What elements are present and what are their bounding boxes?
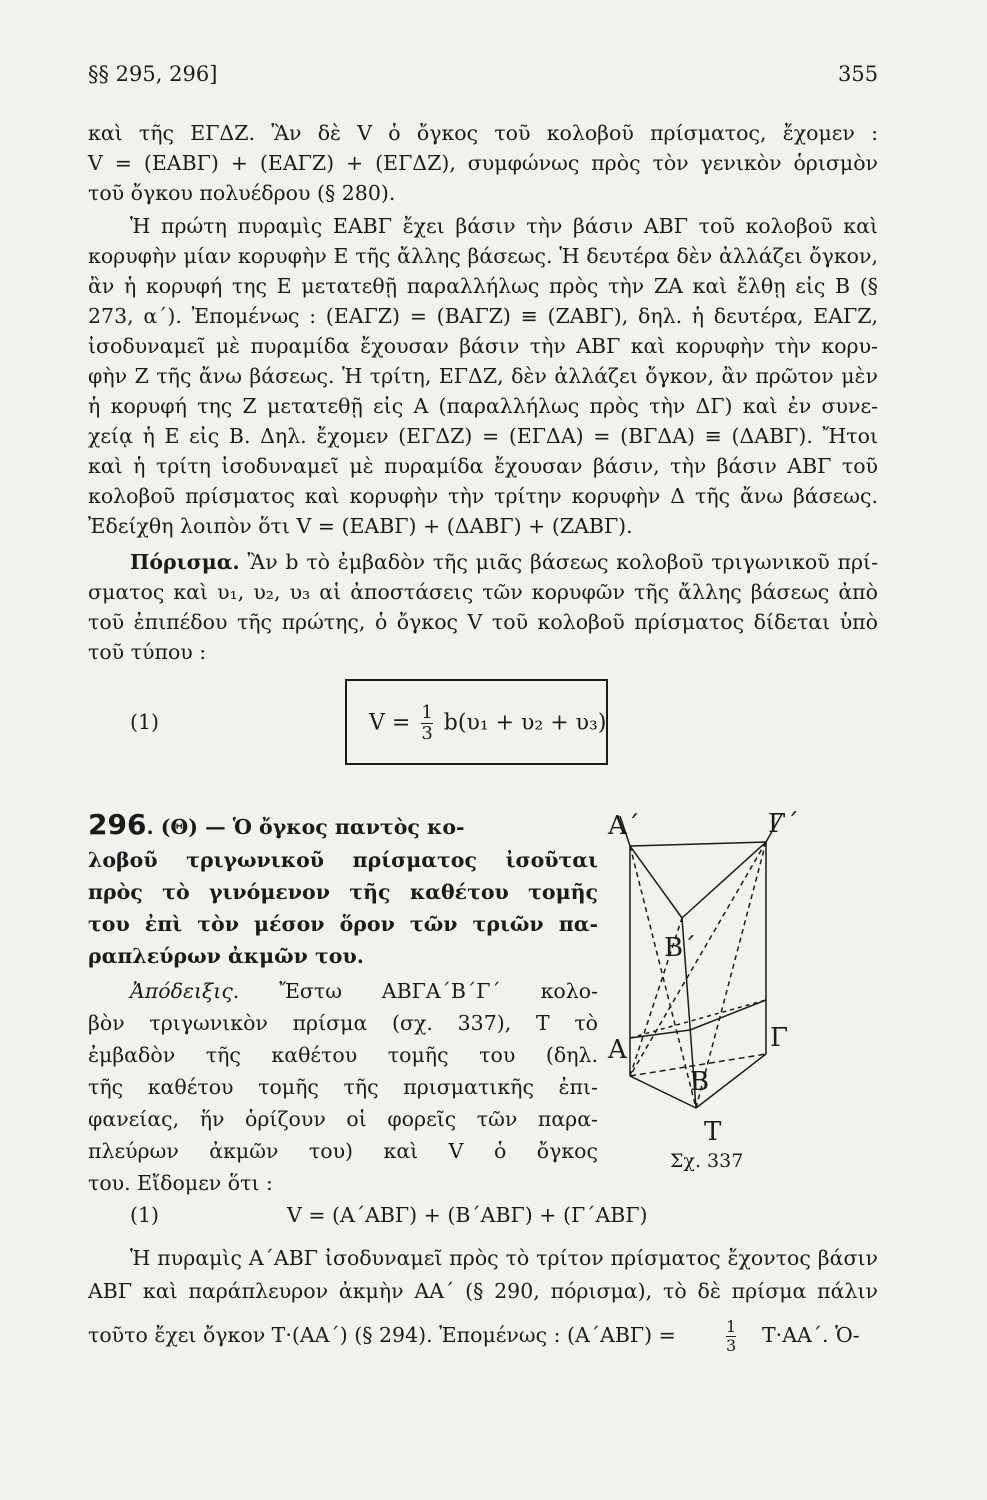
text-line: καὶ ἡ τρίτη ἰσοδυναμεῖ μὲ πυραμίδα ἔχουσαν βάσιν, τὴν βάσιν ΑΒΓ τοῦ	[88, 454, 878, 478]
fraction: $\frac{1}{3}$	[726, 1317, 737, 1355]
label-b-prime: Β΄	[664, 933, 697, 963]
text-line: καὶ τῆς ΕΓΔΖ. Ἂν δὲ V ὁ ὄγκος τοῦ κολοβοῦ πρίσματος, ἔχομεν :	[88, 121, 878, 145]
boxed-formula	[345, 679, 608, 765]
text-line: σματος καὶ υ₁, υ₂, υ₃ αἱ ἀποστάσεις τῶν κορυφῶν τῆς ἄλλης βάσεως ἀπὸ	[88, 580, 878, 604]
text-line: ἰσοδυναμεῖ μὲ πυραμίδα ἔχουσαν βάσιν τὴν ΑΒΓ καὶ κορυφὴν τὴν κορυ-	[88, 334, 878, 358]
text-line: του. Εἴδομεν ὅτι :	[88, 1171, 273, 1195]
theorem-line: πρὸς τὸ γινόμενον τῆς καθέτου τομῆς	[88, 880, 598, 904]
text-line: φανείας, ἥν ὁρίζουν οἱ φορεῖς τῶν παρα-	[88, 1107, 598, 1131]
text-line: Ἡ πρώτη πυραμὶς ΕΑΒΓ ἔχει βάσιν τὴν βάσιν ΑΒΓ τοῦ κολοβοῦ καὶ	[130, 214, 878, 238]
label-g: Γ	[770, 1023, 789, 1053]
proof-label: Ἀπόδειξις.	[130, 979, 240, 1003]
text-line: Τ·ΑΑ΄. Ὁ-	[762, 1323, 860, 1347]
theorem-line: του ἐπὶ τὸν μέσον ὅρον τῶν τριῶν πα-	[88, 912, 598, 936]
label-t: Τ	[704, 1117, 722, 1147]
text-line: Ἐδείχθη λοιπὸν ὅτι V = (ΕΑΒΓ) + (ΔΑΒΓ) + (ΖΑΒΓ).	[88, 514, 633, 538]
text-line: βὸν τριγωνικὸν πρίσμα (σχ. 337), Τ τὸ	[88, 1011, 598, 1035]
text-line: Ἡ πυραμὶς Α΄ΑΒΓ ἰσοδυναμεῖ πρὸς τὸ τρίτον πρίσματος ἔχοντος βάσιν	[130, 1246, 878, 1270]
text-line: τοῦτο ἔχει ὄγκον Τ·(ΑΑ΄) (§ 294). Ἐπομένως : (Α΄ΑΒΓ) =	[88, 1323, 676, 1347]
text-line: V = (ΕΑΒΓ) + (ΕΑΓΖ) + (ΕΓΔΖ), συμφώνως πρὸς τὸν γενικὸν ὁρισμὸν	[88, 151, 878, 175]
text-line: ΑΒΓ καὶ παράπλευρον ἀκμὴν ΑΑ΄ (§ 290, πόρισμα), τὸ δὲ πρίσμα πάλιν	[88, 1279, 878, 1303]
text-line: πλεύρων ἀκμῶν του) καὶ V ὁ ὄγκος	[88, 1139, 598, 1163]
text-line: τοῦ ἐπιπέδου τῆς πρώτης, ὁ ὄγκος V τοῦ κολοβοῦ πρίσματος δίδεται ὑπὸ	[88, 610, 878, 634]
figure-caption: Σχ. 337	[670, 1150, 744, 1172]
theorem-heading: 296. (Θ) — Ὁ ὄγκος παντὸς κο-	[88, 808, 465, 841]
text-line: φὴν Ζ τῆς ἄνω βάσεως. Ἡ τρίτη, ΕΓΔΖ, δὲν ἀλλάζει ὄγκον, ἂν πρῶτον μὲν	[88, 364, 878, 388]
label-a: Α	[608, 1035, 627, 1065]
label-a-prime: Α΄	[608, 811, 640, 841]
text-line: τοῦ τύπου :	[88, 640, 207, 664]
label-b: Β	[690, 1067, 710, 1097]
formula: V = (Α΄ΑΒΓ) + (Β΄ΑΒΓ) + (Γ΄ΑΒΓ)	[287, 1203, 648, 1227]
text-line: χείᾳ ἡ Ε εἰς Β. Δηλ. ἔχομεν (ΕΓΔΖ) = (ΕΓΔΑ) = (ΒΓΔΑ) ≡ (ΔΑΒΓ). Ἤτοι	[88, 424, 878, 448]
proof-line: Ἀπόδειξις. Ἔστω ΑΒΓΑ΄Β΄Γ΄ κολο-	[130, 979, 598, 1003]
text-line: τῆς καθέτου τομῆς τῆς πρισματικῆς ἐπι-	[88, 1075, 598, 1099]
fraction: $\frac{1}{3}$	[421, 702, 433, 744]
equation-number: (1)	[130, 710, 160, 734]
text-line: 273, α΄). Ἐπομένως : (ΕΑΓΖ) = (ΒΑΓΖ) ≡ (ΖΑΒΓ), δηλ. ἡ δευτέρα, ΕΑΓΖ,	[88, 304, 878, 328]
label-g-prime: Γ΄	[768, 809, 800, 839]
text-line: κολοβοῦ πρίσματος καὶ κορυφὴν τὴν τρίτην κορυφὴν Δ τῆς ἄνω βάσεως.	[88, 484, 878, 508]
theorem-line: ραπλεύρων ἀκμῶν του.	[88, 944, 364, 968]
corollary-line: Πόρισμα. Ἂν b τὸ ἐμβαδὸν τῆς μιᾶς βάσεως κολοβοῦ τριγωνικοῦ πρί-	[130, 550, 878, 574]
text-line: ἂν ἡ κορυφή της Ε μετατεθῇ παραλλήλως πρὸς τὴν ΖΑ καὶ ἔλθῃ εἰς Β (§	[88, 274, 878, 298]
text-line: ἡ κορυφή της Ζ μετατεθῇ εἰς Α (παραλλήλως πρὸς τὴν ΔΓ) καὶ ἐν συνε-	[88, 394, 878, 418]
section-reference: §§ 295, 296]	[88, 62, 218, 86]
equation-number: (1)	[130, 1203, 160, 1227]
theorem-line: λοβοῦ τριγωνικοῦ πρίσματος ἰσοῦται	[88, 848, 598, 872]
page-number: 355	[838, 62, 879, 86]
formula: V = $\frac{1}{3}$ b(υ₁ + υ₂ + υ₃)	[369, 702, 607, 744]
text-line: τοῦ ὄγκου πολυέδρου (§ 280).	[88, 181, 396, 205]
text-line: κορυφὴν μίαν κορυφὴν Ε τῆς ἄλλης βάσεως. Ἡ δευτέρα δὲν ἀλλάζει ὄγκον,	[88, 244, 878, 268]
prism-figure	[606, 808, 800, 1168]
text-line: ἐμβαδὸν τῆς καθέτου τομῆς του (δηλ.	[88, 1043, 598, 1067]
section-number: 296	[88, 808, 147, 841]
corollary-label: Πόρισμα.	[130, 550, 240, 574]
